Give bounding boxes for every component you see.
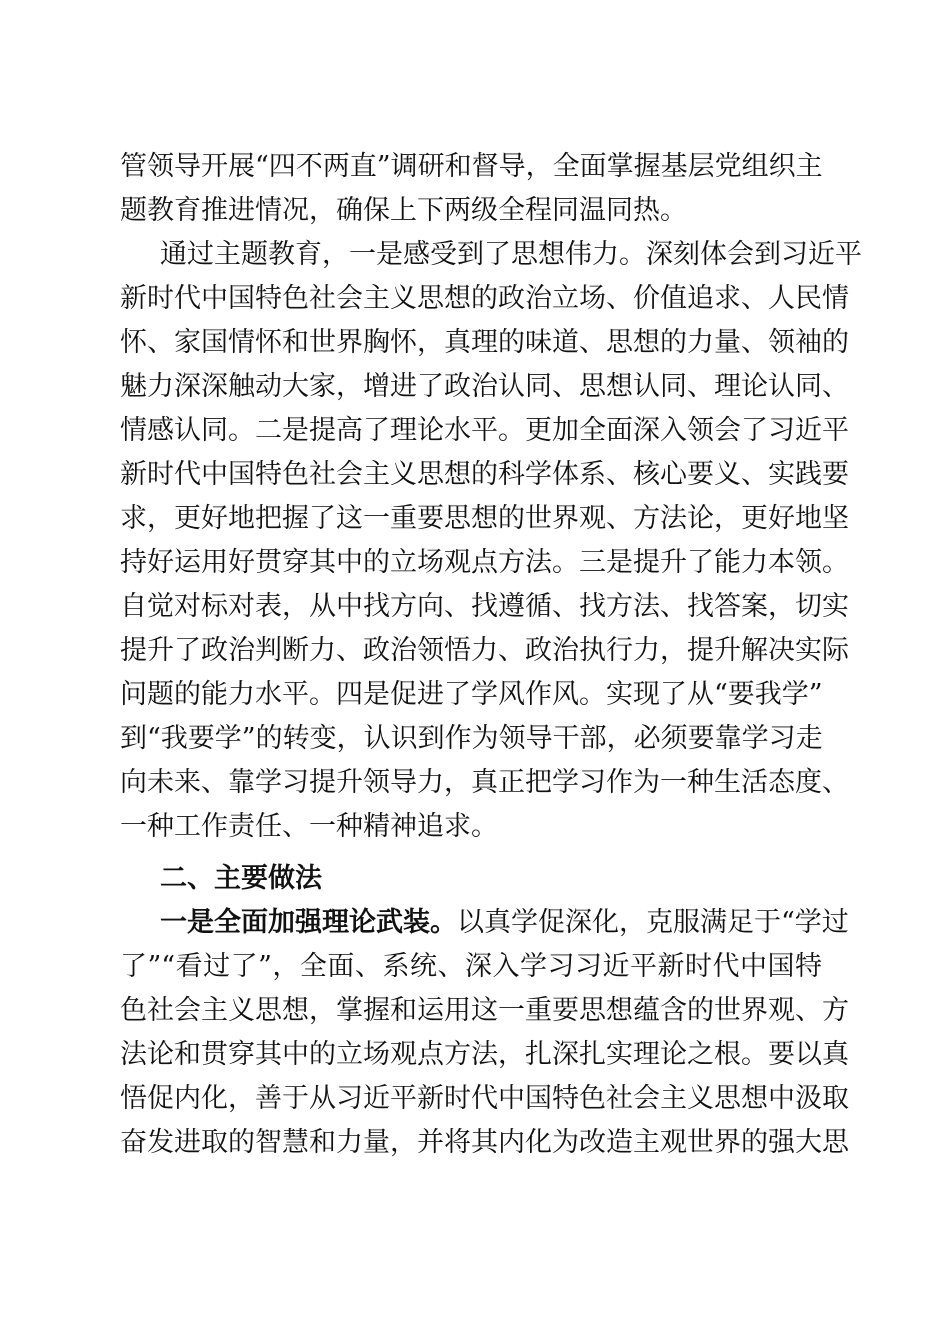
- text-line: 问题的能力水平。四是促进了学风作风。实现了从“要我学”: [120, 679, 823, 710]
- text-line: 奋发进取的智慧和力量，并将其内化为改造主观世界的强大思: [120, 1127, 849, 1158]
- paragraph-1: [120, 145, 822, 233]
- text-line: 自觉对标对表，从中找方向、找遵循、找方法、找答案，切实: [120, 591, 849, 622]
- text-line: 新时代中国特色社会主义思想的政治立场、价值追求、人民情: [120, 283, 849, 314]
- text-line: 一种工作责任、一种精神追求。: [120, 811, 498, 842]
- text-line: [120, 901, 849, 945]
- text-line: 情感认同。二是提高了理论水平。更加全面深入领会了习近平: [120, 415, 849, 446]
- text-line: 持好运用好贯穿其中的立场观点方法。三是提升了能力本领。: [120, 547, 849, 578]
- text-line: 魅力深深触动大家，增进了政治认同、思想认同、理论认同、: [120, 371, 849, 402]
- document-page: [120, 145, 862, 1165]
- text-line: 到“我要学”的转变，认识到作为领导干部，必须要靠学习走: [120, 723, 823, 754]
- text-line: 了”“看过了”，全面、系统、深入学习习近平新时代中国特: [120, 951, 822, 982]
- text-span: 以真学促深化，克服满足于“学过: [457, 907, 849, 938]
- text-line: 悟促内化，善于从习近平新时代中国特色社会主义思想中汲取: [120, 1083, 849, 1114]
- text-line: 求，更好地把握了这一重要思想的世界观、方法论，更好地坚: [120, 503, 849, 534]
- lead-sentence: 一是全面加强理论武装。: [160, 907, 457, 938]
- text-line: 向未来、靠学习提升领导力，真正把学习作为一种生活态度、: [120, 767, 849, 798]
- paragraph-2: [120, 233, 862, 849]
- text-line: 通过主题教育，一是感受到了思想伟力。深刻体会到习近平: [160, 239, 862, 270]
- text-line: 题教育推进情况，确保上下两级全程同温同热。: [120, 195, 687, 226]
- text-line: 管领导开展“四不两直”调研和督导，全面掌握基层党组织主: [120, 151, 823, 182]
- text-line: 新时代中国特色社会主义思想的科学体系、核心要义、实践要: [120, 459, 849, 490]
- paragraph-3: [120, 901, 849, 1165]
- text-line: 提升了政治判断力、政治领悟力、政治执行力，提升解决实际: [120, 635, 849, 666]
- section-heading: 二、主要做法: [160, 863, 322, 894]
- text-line: 色社会主义思想，掌握和运用这一重要思想蕴含的世界观、方: [120, 995, 849, 1026]
- text-line: 法论和贯穿其中的立场观点方法，扎深扎实理论之根。要以真: [120, 1039, 849, 1070]
- text-line: 怀、家国情怀和世界胸怀，真理的味道、思想的力量、领袖的: [120, 327, 849, 358]
